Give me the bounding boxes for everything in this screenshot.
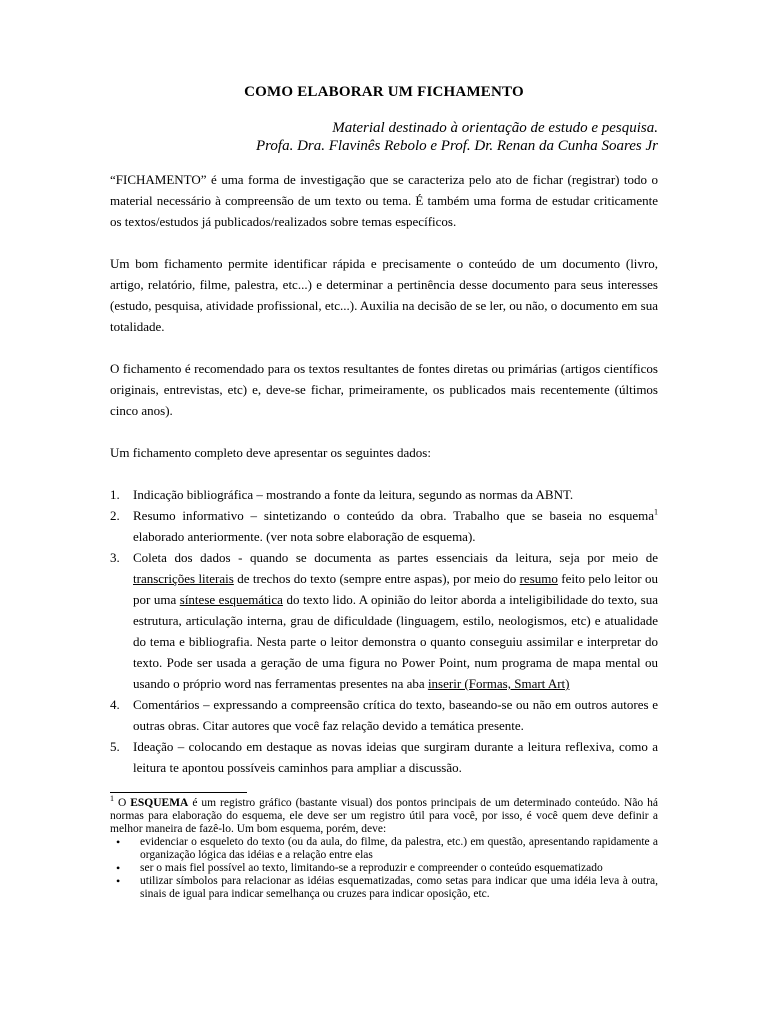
- paragraph-recommendation: O fichamento é recomendado para os textos resultantes de fontes diretas ou primárias (artigos científicos originais, entrevistas, etc) e, deve-se fichar, primeiramente, os publicados mais recentemente (últimos cinco anos).: [110, 361, 658, 418]
- list-item: [110, 484, 658, 505]
- list-item-text-continued: elaborado anteriormente. (ver nota sobre elaboração de esquema).: [133, 529, 476, 544]
- list-item-text: do texto lido. A opinião do leitor aborda a inteligibilidade do texto, sua estrutura, articulação interna, grau de dificuldade (linguagem, estilo, neologismos, etc) e atualidade do tema e bibliografia. Nesta parte o leitor demonstra o quanto conseguiu assimilar e interpretar do texto. Pode ser usada a geração de uma figura no Power Point, num programa de mapa mental ou usando o próprio word nas ferramentas presentes na aba: [133, 592, 658, 691]
- subtitle-line-2: Profa. Dra. Flavinês Rebolo e Prof. Dr. Renan da Cunha Soares Jr: [255, 138, 658, 154]
- bullet-icon: •: [116, 874, 121, 888]
- list-item: [110, 694, 658, 736]
- footnote-bullet-list: [110, 836, 658, 901]
- footnote-bullet-item: [110, 862, 658, 875]
- list-item-number: 2.: [110, 508, 120, 523]
- footnote-text: [110, 794, 658, 836]
- underlined-term: transcrições literais: [133, 571, 234, 586]
- list-item-number: 1.: [110, 487, 120, 502]
- document-page: [110, 84, 658, 901]
- paragraph-benefits: Um bom fichamento permite identificar rápida e precisamente o conteúdo de um documento (livro, artigo, relatório, filme, palestra, etc...) e determinar a pertinência desse documento para seus interesses (estudo, pesquisa, atividade profissional, etc...). Auxilia na decisão de se ler, ou não, o documento em sua totalidade.: [110, 256, 658, 334]
- list-item-text: Comentários – expressando a compreensão crítica do texto, baseando-se ou não em outros autores e outras obras. Citar autores que você faz relação devido a temática presente.: [133, 697, 658, 733]
- list-item-text: Resumo informativo – sintetizando o conteúdo da obra. Trabalho que se baseia no esquema: [133, 508, 654, 523]
- list-item: [110, 547, 658, 694]
- paragraph-definition: “FICHAMENTO” é uma forma de investigação que se caracteriza pelo ato de fichar (registrar) todo o material necessário à compreensão de um texto ou tema. É também uma forma de estudar criticamente os textos/estudos já publicados/realizados sobre temas específicos.: [110, 172, 658, 229]
- list-item-text: Ideação – colocando em destaque as novas ideias que surgiram durante a leitura reflexiva, como a leitura te apontou possíveis caminhos para ampliar a discussão.: [133, 739, 658, 775]
- subtitle-line-1: Material destinado à orientação de estudo e pesquisa.: [332, 120, 658, 136]
- footnote-bold-term: ESQUEMA: [130, 797, 189, 809]
- list-item-number: 3.: [110, 550, 120, 565]
- footnote-bullet-item: [110, 875, 658, 901]
- list-item-number: 5.: [110, 739, 120, 754]
- bullet-text: ser o mais fiel possível ao texto, limitando-se a reproduzir e compreender o conteúdo esquematizado: [140, 862, 603, 874]
- list-item-text: feito pelo leitor ou por uma: [133, 571, 658, 607]
- document-title: COMO ELABORAR UM FICHAMENTO: [244, 84, 524, 100]
- list-item: [110, 736, 658, 778]
- bullet-text: utilizar símbolos para relacionar as idéias esquematizadas, como setas para indicar que uma idéia leva à outra, sinais de igual para indicar semelhança ou cruzes para indicar oposição, etc.: [140, 875, 658, 900]
- data-list: [110, 484, 658, 778]
- paragraph-list-intro: Um fichamento completo deve apresentar os seguintes dados:: [110, 445, 431, 460]
- bullet-text: evidenciar o esqueleto do texto (ou da aula, do filme, da palestra, etc.) em questão, apresentando rapidamente a organização lógica das idéias e a relação entre elas: [140, 836, 658, 861]
- footnote-lead: O: [114, 797, 131, 809]
- list-item-number: 4.: [110, 697, 120, 712]
- list-item-text: Indicação bibliográfica – mostrando a fonte da leitura, segundo as normas da ABNT.: [133, 487, 574, 502]
- list-item: [110, 505, 658, 547]
- footnote-bullet-item: [110, 836, 658, 862]
- underlined-term: síntese esquemática: [179, 592, 283, 607]
- underlined-term: resumo: [519, 571, 558, 586]
- footnote-body: é um registro gráfico (bastante visual) dos pontos principais de um determinado conteúdo. Não há normas para elaboração do esquema, ele deve ser um registro útil para você, por isso, é você quem deve definir a melhor maneira de fazê-lo. Um bom esquema, porém, deve:: [110, 797, 658, 835]
- underlined-term: inserir (Formas, Smart Art): [427, 676, 570, 691]
- footnote-marker: 1: [110, 794, 114, 804]
- list-item-text: de trechos do texto (sempre entre aspas), por meio do: [233, 571, 520, 586]
- list-item-text: Coleta dos dados - quando se documenta as partes essenciais da leitura, seja por meio de: [133, 550, 658, 565]
- bullet-icon: •: [116, 835, 121, 849]
- bullet-icon: •: [116, 861, 121, 875]
- footnote-reference[interactable]: 1: [654, 507, 658, 517]
- document-subtitle: [110, 119, 658, 155]
- footnote-separator: [110, 792, 247, 793]
